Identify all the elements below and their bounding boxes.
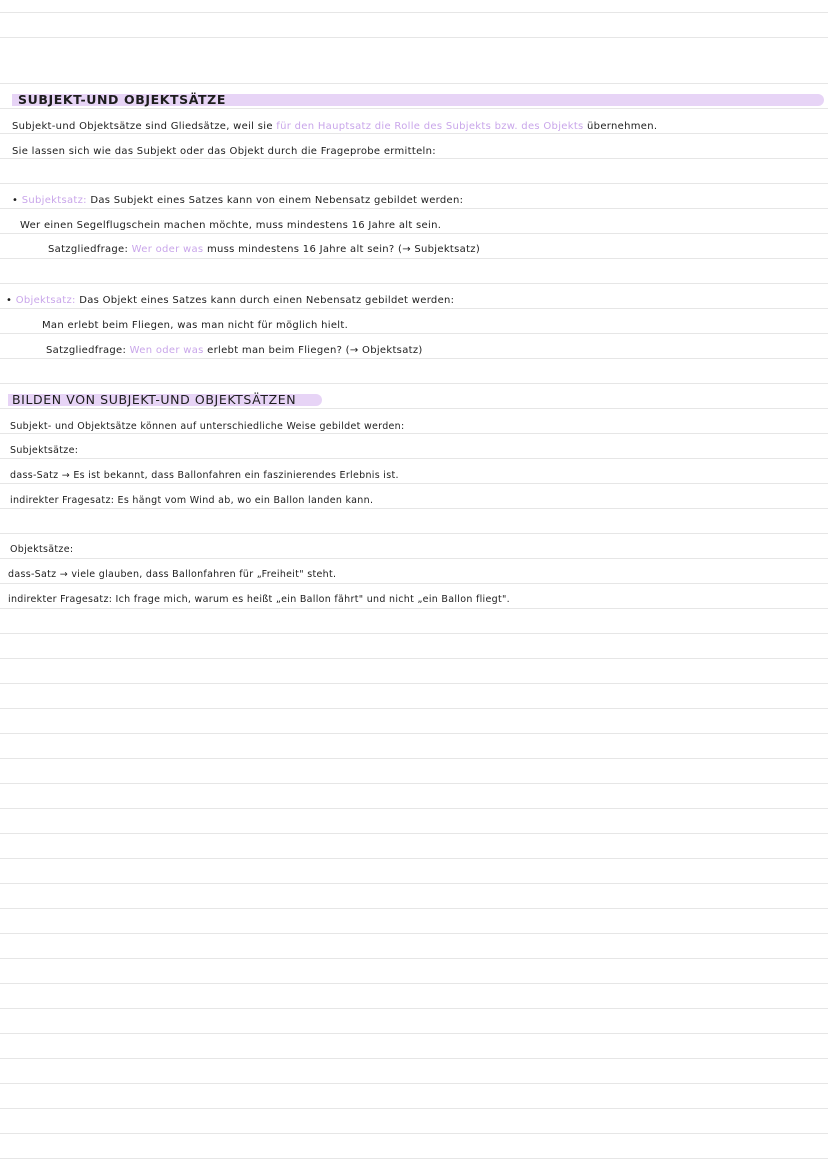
section-heading-bilden: BILDEN VON SUBJEKT-UND OBJEKTSÄTZEN [12,392,297,407]
intro-text-a: Subjekt-und Objektsätze sind Gliedsätze, weil sie [12,121,273,132]
intro-line-2: Sie lassen sich wie das Subjekt oder das Objekt durch die Frageprobe ermitteln: [12,146,436,157]
section-heading-subjekt-objekt: SUBJEKT-UND OBJEKTSÄTZE [18,92,226,107]
objektsatz-question [46,344,423,358]
objektsaetze-label: Objektsätze: [10,544,74,555]
subjektsatz-definition-text: Das Subjekt eines Satzes kann von einem Nebensatz gebildet werden: [90,195,464,206]
question-rest: muss mindestens 16 Jahre alt sein? (→ Subjektsatz) [206,244,481,255]
objekt-indirekter-fragesatz: indirekter Fragesatz: Ich frage mich, warum es heißt „ein Ballon fährt" und nicht „ein Ballon fliegt". [8,594,510,605]
question-label: Satzgliedfrage: [48,244,129,255]
subjektsatz-example: Wer einen Segelflugschein machen möchte, muss mindestens 16 Jahre alt sein. [20,220,442,231]
objektsatz-definition [6,294,454,308]
objektsatz-example: Man erlebt beim Fliegen, was man nicht für möglich hielt. [42,320,349,331]
subjektsatz-term: Subjektsatz: [21,195,87,206]
subjektsatz-question [48,243,480,257]
bilden-intro: Subjekt- und Objektsätze können auf unterschiedliche Weise gebildet werden: [10,421,405,432]
subjektsatz-definition [12,194,463,208]
intro-text-highlighted: für den Hauptsatz die Rolle des Subjekts bzw. des Objekts [276,121,584,132]
question-words: Wer oder was [131,244,204,255]
question-words: Wen oder was [129,345,204,356]
objektsatz-term: Objektsatz: [15,295,76,306]
intro-line-1 [12,120,657,134]
objektsatz-definition-text: Das Objekt eines Satzes kann durch einen Nebensatz gebildet werden: [79,295,455,306]
objekt-dass-satz: dass-Satz → viele glauben, dass Ballonfahren für „Freiheit" steht. [8,569,337,580]
subjekt-dass-satz: dass-Satz → Es ist bekannt, dass Ballonfahren ein faszinierendes Erlebnis ist. [10,470,399,481]
subjekt-indirekter-fragesatz: indirekter Fragesatz: Es hängt vom Wind ab, wo ein Ballon landen kann. [10,495,374,506]
bullet-point: • [6,295,13,306]
question-rest: erlebt man beim Fliegen? (→ Objektsatz) [207,345,423,356]
question-label: Satzgliedfrage: [46,345,127,356]
subjektsaetze-label: Subjektsätze: [10,445,79,456]
bullet-point: • [12,195,19,206]
intro-text-c: übernehmen. [587,121,658,132]
